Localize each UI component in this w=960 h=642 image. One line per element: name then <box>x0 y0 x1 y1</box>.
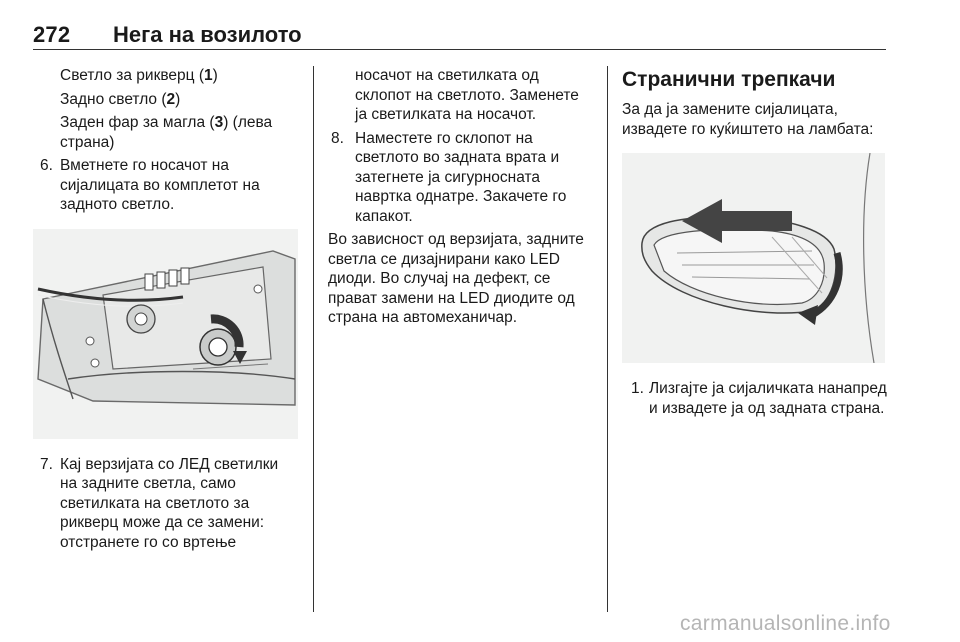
watermark: carmanualsonline.info <box>680 612 891 635</box>
section-intro: За да ја замените сијалицата, извадете го куќиштето на ламбата: <box>622 101 874 138</box>
step-number: 7. <box>40 455 53 473</box>
step-7 <box>33 455 298 553</box>
step-8 <box>328 129 594 227</box>
column-divider-2 <box>607 66 608 612</box>
column-divider-1 <box>313 66 314 612</box>
figure-side-indicator-removal <box>622 153 885 363</box>
list-item-fog-light: Заден фар за магла (3) (лева страна) <box>60 114 273 151</box>
column-2 <box>328 66 594 332</box>
step-6 <box>33 156 298 215</box>
page-header <box>33 20 886 52</box>
step-text: Вметнете го носачот на сијалицата во комплетот на задното светло. <box>60 157 260 213</box>
section-heading: Странични трепкачи <box>622 68 836 91</box>
led-note: Во зависност од верзијата, задните светла се дизајнирани како LED диоди. Во случај на дефект, се прават замени на LED диодите од страна на автомеханичар. <box>328 231 584 326</box>
list-item-reverse-light: Светло за рикверц (1) <box>60 67 218 84</box>
header-rule <box>33 49 886 50</box>
step-1 <box>622 379 887 418</box>
step-number: 1. <box>631 380 644 397</box>
chapter-title: Нега на возилото <box>113 22 302 47</box>
column-3 <box>622 66 887 422</box>
page-number: 272 <box>33 22 71 47</box>
step-number: 6. <box>40 157 53 174</box>
figure-rear-light-bulb-holder <box>33 229 298 439</box>
step-text: Наместете го склопот на светлото во задната врата и затегнете ја сигурносната навртка однатре. Закачете го капакот. <box>355 129 567 225</box>
list-item-rear-light: Задно светло (2) <box>60 90 181 108</box>
step-text: Лизгајте ја сијаличката нанапред и извадете ја од задната страна. <box>649 380 887 417</box>
step-7-continuation: носачот на светилката од склопот на светлото. Заменете ја светилката на носачот. <box>355 67 579 123</box>
column-1 <box>33 66 298 556</box>
step-text: Кај верзијата со ЛЕД светилки на задните светла, само светилката на светлото за рикверц може да се замени: отстранете го со вртење <box>60 455 279 551</box>
step-number: 8. <box>331 129 344 147</box>
